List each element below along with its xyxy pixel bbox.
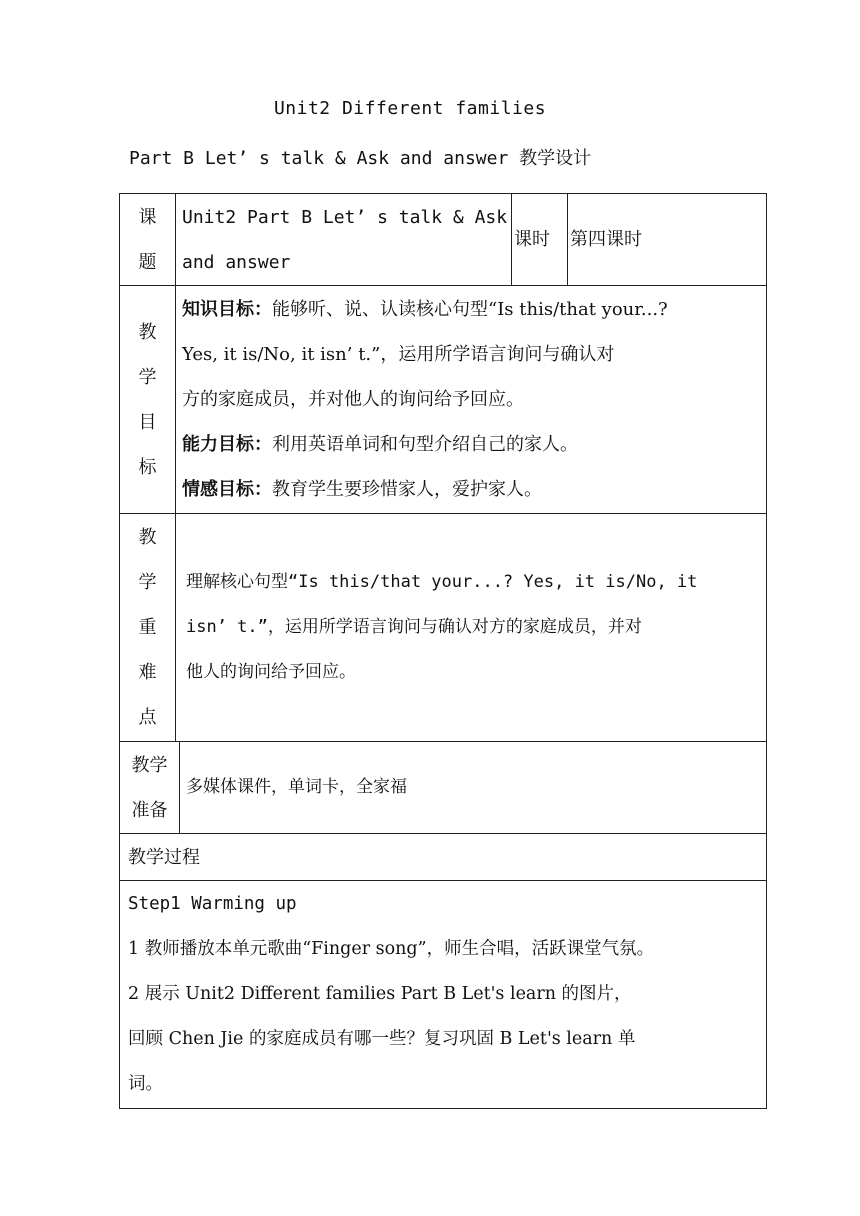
label-process: 教学过程: [120, 834, 767, 881]
period-value: 第四课时: [568, 194, 767, 286]
objectives-content: [176, 286, 767, 514]
ability-text: 利用英语单词和句型介绍自己的家人。: [272, 434, 578, 455]
label-objectives: 教 学 目 标: [120, 286, 176, 514]
label-preparation: 教学 准备: [120, 742, 180, 834]
topic-value: Unit2 Part B Let’ s talk & Ask and answer: [176, 194, 512, 286]
emotion-label: 情感目标：: [182, 479, 272, 500]
label-period: 课时: [512, 194, 568, 286]
ability-label: 能力目标：: [182, 434, 272, 455]
step-title: Step1 Warming up: [128, 894, 297, 914]
subtitle-english: Part B Let’ s talk & Ask and answer: [129, 148, 509, 169]
knowledge-text-1: 能够听、说、认读核心句型“Is this/that your...?: [272, 299, 668, 320]
knowledge-text-2: Yes, it is/No, it isn’ t.”，运用所学语言询问与确认对: [182, 344, 615, 365]
row-process-content: [120, 881, 767, 1109]
row-topic: [120, 194, 767, 286]
process-line-3: 回顾 Chen Jie 的家庭成员有哪一些？复习巩固 B Let's learn 单: [128, 1029, 636, 1049]
process-line-2: 2 展示 Unit2 Different families Part B Let's learn 的图片，: [128, 984, 632, 1004]
row-key-points: [120, 514, 767, 742]
row-preparation: [120, 742, 767, 834]
label-topic: 课 题: [120, 194, 176, 286]
process-content: [120, 881, 767, 1109]
label-key-points: 教 学 重 难 点: [120, 514, 176, 742]
knowledge-text-3: 方的家庭成员，并对他人的询问给予回应。: [182, 389, 524, 410]
process-line-1: 1 教师播放本单元歌曲“Finger song”，师生合唱，活跃课堂气氛。: [128, 939, 655, 959]
lesson-plan-table: [119, 193, 767, 1109]
document-subtitle: [129, 144, 591, 170]
document-title: Unit2 Different families: [273, 98, 547, 119]
knowledge-label: 知识目标：: [182, 299, 272, 320]
preparation-content: 多媒体课件，单词卡，全家福: [180, 742, 767, 834]
emotion-text: 教育学生要珍惜家人，爱护家人。: [272, 479, 542, 500]
process-line-4: 词。: [128, 1074, 163, 1094]
row-objectives: [120, 286, 767, 514]
row-process-header: [120, 834, 767, 881]
subtitle-chinese: 教学设计: [519, 148, 592, 169]
key-points-content: 理解核心句型“Is this/that your...? Yes, it is/No, it isn’ t.”，运用所学语言询问与确认对方的家庭成员，并对 他人的询问给予回应。: [176, 514, 767, 742]
